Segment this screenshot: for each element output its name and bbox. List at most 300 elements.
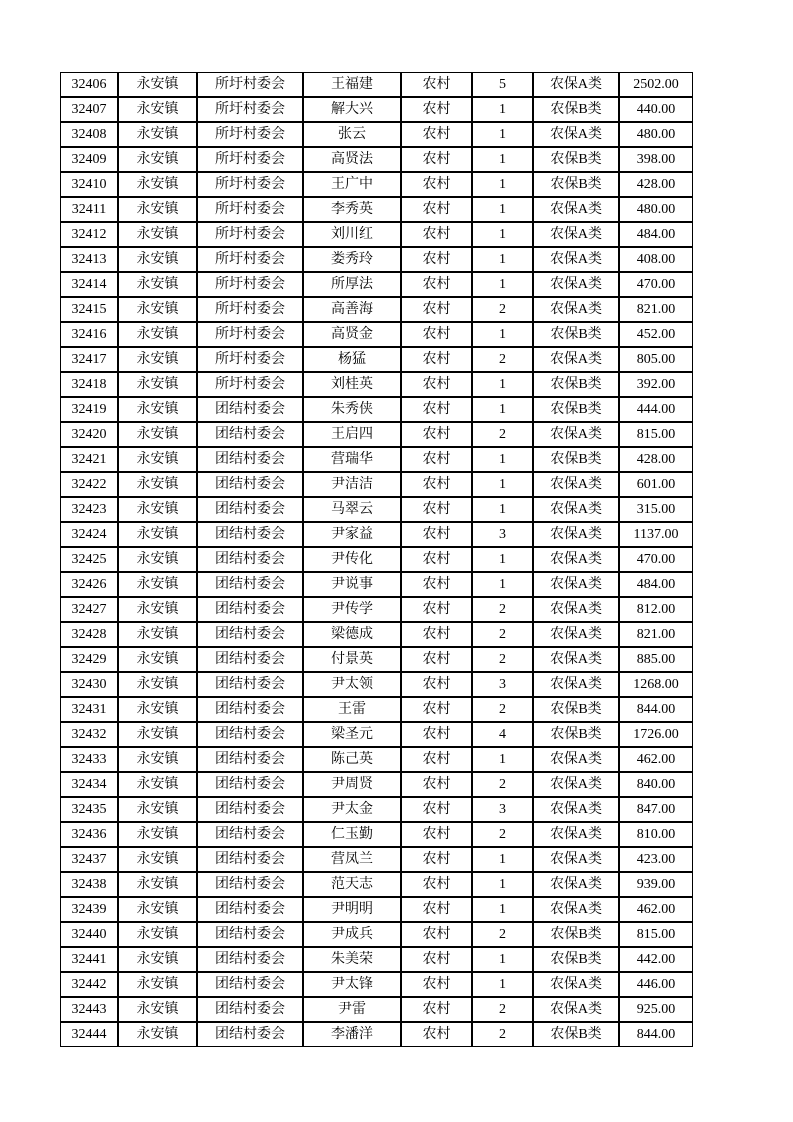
cell-village_committee: 所圩村委会 bbox=[197, 247, 303, 272]
cell-insurance_category: 农保B类 bbox=[533, 147, 619, 172]
cell-town: 永安镇 bbox=[118, 747, 197, 772]
cell-insurance_category: 农保A类 bbox=[533, 122, 619, 147]
cell-town: 永安镇 bbox=[118, 697, 197, 722]
cell-residence_type: 农村 bbox=[401, 547, 472, 572]
table-row bbox=[60, 672, 693, 697]
table-row bbox=[60, 997, 693, 1022]
cell-residence_type: 农村 bbox=[401, 747, 472, 772]
cell-residence_type: 农村 bbox=[401, 622, 472, 647]
cell-town: 永安镇 bbox=[118, 547, 197, 572]
cell-id: 32439 bbox=[60, 897, 118, 922]
cell-person_name: 王福建 bbox=[303, 72, 401, 97]
cell-id: 32424 bbox=[60, 522, 118, 547]
cell-insurance_category: 农保A类 bbox=[533, 997, 619, 1022]
cell-amount: 398.00 bbox=[619, 147, 693, 172]
cell-residence_type: 农村 bbox=[401, 672, 472, 697]
cell-person_count: 1 bbox=[472, 122, 533, 147]
cell-person_count: 1 bbox=[472, 897, 533, 922]
cell-id: 32415 bbox=[60, 297, 118, 322]
cell-town: 永安镇 bbox=[118, 772, 197, 797]
cell-town: 永安镇 bbox=[118, 97, 197, 122]
cell-town: 永安镇 bbox=[118, 647, 197, 672]
cell-amount: 446.00 bbox=[619, 972, 693, 997]
cell-village_committee: 所圩村委会 bbox=[197, 147, 303, 172]
cell-amount: 470.00 bbox=[619, 272, 693, 297]
cell-town: 永安镇 bbox=[118, 597, 197, 622]
table-row bbox=[60, 697, 693, 722]
cell-town: 永安镇 bbox=[118, 222, 197, 247]
cell-residence_type: 农村 bbox=[401, 922, 472, 947]
table-row bbox=[60, 172, 693, 197]
cell-amount: 1137.00 bbox=[619, 522, 693, 547]
cell-town: 永安镇 bbox=[118, 72, 197, 97]
cell-residence_type: 农村 bbox=[401, 322, 472, 347]
cell-id: 32420 bbox=[60, 422, 118, 447]
cell-person_name: 高善海 bbox=[303, 297, 401, 322]
cell-town: 永安镇 bbox=[118, 397, 197, 422]
cell-insurance_category: 农保A类 bbox=[533, 897, 619, 922]
table-row bbox=[60, 1022, 693, 1047]
cell-amount: 2502.00 bbox=[619, 72, 693, 97]
table-row bbox=[60, 447, 693, 472]
cell-residence_type: 农村 bbox=[401, 522, 472, 547]
cell-person_name: 高贤法 bbox=[303, 147, 401, 172]
cell-town: 永安镇 bbox=[118, 322, 197, 347]
cell-village_committee: 团结村委会 bbox=[197, 397, 303, 422]
cell-residence_type: 农村 bbox=[401, 97, 472, 122]
cell-amount: 423.00 bbox=[619, 847, 693, 872]
cell-residence_type: 农村 bbox=[401, 422, 472, 447]
cell-person_name: 高贤金 bbox=[303, 322, 401, 347]
cell-village_committee: 所圩村委会 bbox=[197, 172, 303, 197]
cell-amount: 428.00 bbox=[619, 447, 693, 472]
cell-residence_type: 农村 bbox=[401, 797, 472, 822]
cell-person_name: 尹成兵 bbox=[303, 922, 401, 947]
table-row bbox=[60, 222, 693, 247]
cell-residence_type: 农村 bbox=[401, 197, 472, 222]
cell-insurance_category: 农保B类 bbox=[533, 1022, 619, 1047]
cell-person_count: 2 bbox=[472, 697, 533, 722]
cell-id: 32435 bbox=[60, 797, 118, 822]
cell-amount: 462.00 bbox=[619, 897, 693, 922]
cell-residence_type: 农村 bbox=[401, 447, 472, 472]
cell-person_count: 2 bbox=[472, 622, 533, 647]
cell-person_name: 解大兴 bbox=[303, 97, 401, 122]
cell-person_name: 尹太领 bbox=[303, 672, 401, 697]
cell-person_count: 1 bbox=[472, 322, 533, 347]
table-row bbox=[60, 872, 693, 897]
cell-insurance_category: 农保A类 bbox=[533, 522, 619, 547]
table-row bbox=[60, 347, 693, 372]
cell-village_committee: 所圩村委会 bbox=[197, 272, 303, 297]
cell-person_count: 1 bbox=[472, 197, 533, 222]
cell-town: 永安镇 bbox=[118, 797, 197, 822]
table-row bbox=[60, 397, 693, 422]
cell-insurance_category: 农保B类 bbox=[533, 322, 619, 347]
cell-town: 永安镇 bbox=[118, 947, 197, 972]
table-body bbox=[60, 72, 693, 1047]
table-row bbox=[60, 72, 693, 97]
cell-town: 永安镇 bbox=[118, 347, 197, 372]
cell-village_committee: 所圩村委会 bbox=[197, 222, 303, 247]
cell-residence_type: 农村 bbox=[401, 647, 472, 672]
cell-village_committee: 所圩村委会 bbox=[197, 72, 303, 97]
cell-person_count: 1 bbox=[472, 222, 533, 247]
cell-person_count: 2 bbox=[472, 422, 533, 447]
cell-id: 32426 bbox=[60, 572, 118, 597]
cell-residence_type: 农村 bbox=[401, 247, 472, 272]
cell-person_name: 李潘洋 bbox=[303, 1022, 401, 1047]
cell-person_count: 2 bbox=[472, 822, 533, 847]
cell-amount: 844.00 bbox=[619, 1022, 693, 1047]
cell-person_count: 2 bbox=[472, 647, 533, 672]
cell-amount: 462.00 bbox=[619, 747, 693, 772]
cell-person_count: 1 bbox=[472, 572, 533, 597]
cell-id: 32418 bbox=[60, 372, 118, 397]
cell-person_name: 尹周贤 bbox=[303, 772, 401, 797]
table-row bbox=[60, 272, 693, 297]
cell-person_name: 张云 bbox=[303, 122, 401, 147]
cell-town: 永安镇 bbox=[118, 272, 197, 297]
table-row bbox=[60, 147, 693, 172]
cell-residence_type: 农村 bbox=[401, 722, 472, 747]
cell-village_committee: 所圩村委会 bbox=[197, 347, 303, 372]
cell-amount: 885.00 bbox=[619, 647, 693, 672]
cell-residence_type: 农村 bbox=[401, 172, 472, 197]
cell-insurance_category: 农保A类 bbox=[533, 597, 619, 622]
cell-residence_type: 农村 bbox=[401, 497, 472, 522]
cell-town: 永安镇 bbox=[118, 422, 197, 447]
cell-amount: 315.00 bbox=[619, 497, 693, 522]
cell-person_name: 刘桂英 bbox=[303, 372, 401, 397]
cell-amount: 392.00 bbox=[619, 372, 693, 397]
cell-village_committee: 团结村委会 bbox=[197, 822, 303, 847]
cell-id: 32440 bbox=[60, 922, 118, 947]
cell-id: 32408 bbox=[60, 122, 118, 147]
cell-village_committee: 团结村委会 bbox=[197, 572, 303, 597]
cell-amount: 812.00 bbox=[619, 597, 693, 622]
cell-person_count: 2 bbox=[472, 597, 533, 622]
cell-residence_type: 农村 bbox=[401, 872, 472, 897]
cell-id: 32442 bbox=[60, 972, 118, 997]
cell-amount: 484.00 bbox=[619, 222, 693, 247]
cell-id: 32421 bbox=[60, 447, 118, 472]
cell-person_count: 2 bbox=[472, 347, 533, 372]
cell-amount: 925.00 bbox=[619, 997, 693, 1022]
cell-insurance_category: 农保A类 bbox=[533, 547, 619, 572]
cell-village_committee: 所圩村委会 bbox=[197, 322, 303, 347]
cell-person_name: 刘川红 bbox=[303, 222, 401, 247]
cell-amount: 939.00 bbox=[619, 872, 693, 897]
cell-insurance_category: 农保B类 bbox=[533, 172, 619, 197]
cell-insurance_category: 农保B类 bbox=[533, 697, 619, 722]
cell-id: 32411 bbox=[60, 197, 118, 222]
cell-id: 32410 bbox=[60, 172, 118, 197]
table-row bbox=[60, 547, 693, 572]
table-row bbox=[60, 797, 693, 822]
table-row bbox=[60, 822, 693, 847]
cell-village_committee: 团结村委会 bbox=[197, 972, 303, 997]
cell-person_count: 5 bbox=[472, 72, 533, 97]
cell-person_count: 1 bbox=[472, 447, 533, 472]
cell-person_name: 尹雷 bbox=[303, 997, 401, 1022]
cell-residence_type: 农村 bbox=[401, 572, 472, 597]
table-row bbox=[60, 747, 693, 772]
cell-insurance_category: 农保A类 bbox=[533, 72, 619, 97]
cell-town: 永安镇 bbox=[118, 172, 197, 197]
cell-residence_type: 农村 bbox=[401, 972, 472, 997]
cell-person_count: 2 bbox=[472, 297, 533, 322]
cell-person_name: 王广中 bbox=[303, 172, 401, 197]
cell-insurance_category: 农保A类 bbox=[533, 347, 619, 372]
cell-residence_type: 农村 bbox=[401, 272, 472, 297]
table-row bbox=[60, 197, 693, 222]
table-row bbox=[60, 597, 693, 622]
table-row bbox=[60, 372, 693, 397]
cell-id: 32425 bbox=[60, 547, 118, 572]
cell-insurance_category: 农保A类 bbox=[533, 247, 619, 272]
cell-village_committee: 团结村委会 bbox=[197, 772, 303, 797]
cell-insurance_category: 农保A类 bbox=[533, 797, 619, 822]
cell-person_name: 尹太锋 bbox=[303, 972, 401, 997]
cell-amount: 821.00 bbox=[619, 297, 693, 322]
cell-village_committee: 团结村委会 bbox=[197, 722, 303, 747]
cell-person_count: 3 bbox=[472, 672, 533, 697]
cell-person_name: 营瑞华 bbox=[303, 447, 401, 472]
cell-person_count: 1 bbox=[472, 872, 533, 897]
cell-village_committee: 团结村委会 bbox=[197, 672, 303, 697]
cell-person_count: 3 bbox=[472, 522, 533, 547]
cell-residence_type: 农村 bbox=[401, 297, 472, 322]
cell-residence_type: 农村 bbox=[401, 947, 472, 972]
cell-insurance_category: 农保A类 bbox=[533, 872, 619, 897]
cell-residence_type: 农村 bbox=[401, 897, 472, 922]
cell-amount: 444.00 bbox=[619, 397, 693, 422]
cell-residence_type: 农村 bbox=[401, 597, 472, 622]
table-row bbox=[60, 97, 693, 122]
cell-residence_type: 农村 bbox=[401, 147, 472, 172]
table-row bbox=[60, 922, 693, 947]
cell-insurance_category: 农保A类 bbox=[533, 497, 619, 522]
cell-insurance_category: 农保A类 bbox=[533, 222, 619, 247]
table-row bbox=[60, 297, 693, 322]
cell-person_count: 1 bbox=[472, 247, 533, 272]
cell-amount: 847.00 bbox=[619, 797, 693, 822]
cell-person_name: 娄秀玲 bbox=[303, 247, 401, 272]
cell-residence_type: 农村 bbox=[401, 72, 472, 97]
cell-insurance_category: 农保B类 bbox=[533, 947, 619, 972]
table-row bbox=[60, 422, 693, 447]
cell-insurance_category: 农保A类 bbox=[533, 672, 619, 697]
table-row bbox=[60, 122, 693, 147]
cell-town: 永安镇 bbox=[118, 822, 197, 847]
table-row bbox=[60, 472, 693, 497]
cell-village_committee: 团结村委会 bbox=[197, 897, 303, 922]
cell-village_committee: 团结村委会 bbox=[197, 497, 303, 522]
cell-amount: 840.00 bbox=[619, 772, 693, 797]
cell-person_count: 1 bbox=[472, 547, 533, 572]
cell-residence_type: 农村 bbox=[401, 772, 472, 797]
cell-residence_type: 农村 bbox=[401, 372, 472, 397]
cell-id: 32423 bbox=[60, 497, 118, 522]
cell-insurance_category: 农保B类 bbox=[533, 722, 619, 747]
cell-village_committee: 团结村委会 bbox=[197, 997, 303, 1022]
cell-village_committee: 所圩村委会 bbox=[197, 122, 303, 147]
cell-town: 永安镇 bbox=[118, 122, 197, 147]
cell-amount: 480.00 bbox=[619, 122, 693, 147]
cell-person_name: 所厚法 bbox=[303, 272, 401, 297]
cell-village_committee: 团结村委会 bbox=[197, 947, 303, 972]
cell-amount: 844.00 bbox=[619, 697, 693, 722]
cell-amount: 821.00 bbox=[619, 622, 693, 647]
cell-person_name: 付景英 bbox=[303, 647, 401, 672]
cell-id: 32432 bbox=[60, 722, 118, 747]
cell-village_committee: 团结村委会 bbox=[197, 622, 303, 647]
cell-town: 永安镇 bbox=[118, 472, 197, 497]
cell-insurance_category: 农保A类 bbox=[533, 572, 619, 597]
cell-person_count: 1 bbox=[472, 147, 533, 172]
cell-village_committee: 团结村委会 bbox=[197, 847, 303, 872]
cell-amount: 480.00 bbox=[619, 197, 693, 222]
table-row bbox=[60, 522, 693, 547]
cell-person_count: 1 bbox=[472, 972, 533, 997]
cell-person_count: 1 bbox=[472, 397, 533, 422]
cell-person_count: 2 bbox=[472, 997, 533, 1022]
cell-id: 32444 bbox=[60, 1022, 118, 1047]
cell-amount: 810.00 bbox=[619, 822, 693, 847]
cell-insurance_category: 农保B类 bbox=[533, 372, 619, 397]
cell-amount: 805.00 bbox=[619, 347, 693, 372]
cell-town: 永安镇 bbox=[118, 847, 197, 872]
table-row bbox=[60, 322, 693, 347]
cell-village_committee: 所圩村委会 bbox=[197, 297, 303, 322]
cell-town: 永安镇 bbox=[118, 922, 197, 947]
cell-id: 32419 bbox=[60, 397, 118, 422]
cell-person_name: 王启四 bbox=[303, 422, 401, 447]
cell-town: 永安镇 bbox=[118, 497, 197, 522]
cell-town: 永安镇 bbox=[118, 197, 197, 222]
cell-residence_type: 农村 bbox=[401, 122, 472, 147]
cell-person_count: 1 bbox=[472, 372, 533, 397]
cell-village_committee: 团结村委会 bbox=[197, 647, 303, 672]
cell-town: 永安镇 bbox=[118, 447, 197, 472]
table-row bbox=[60, 247, 693, 272]
cell-id: 32427 bbox=[60, 597, 118, 622]
cell-town: 永安镇 bbox=[118, 297, 197, 322]
cell-amount: 408.00 bbox=[619, 247, 693, 272]
cell-person_count: 1 bbox=[472, 97, 533, 122]
table-row bbox=[60, 647, 693, 672]
cell-town: 永安镇 bbox=[118, 147, 197, 172]
cell-village_committee: 团结村委会 bbox=[197, 872, 303, 897]
cell-town: 永安镇 bbox=[118, 897, 197, 922]
cell-id: 32436 bbox=[60, 822, 118, 847]
payment-table bbox=[60, 72, 693, 1047]
table-row bbox=[60, 847, 693, 872]
cell-insurance_category: 农保A类 bbox=[533, 822, 619, 847]
cell-town: 永安镇 bbox=[118, 972, 197, 997]
cell-insurance_category: 农保A类 bbox=[533, 297, 619, 322]
cell-insurance_category: 农保A类 bbox=[533, 422, 619, 447]
cell-id: 32441 bbox=[60, 947, 118, 972]
cell-town: 永安镇 bbox=[118, 247, 197, 272]
cell-amount: 1726.00 bbox=[619, 722, 693, 747]
cell-town: 永安镇 bbox=[118, 722, 197, 747]
cell-insurance_category: 农保A类 bbox=[533, 472, 619, 497]
cell-id: 32409 bbox=[60, 147, 118, 172]
cell-person_name: 尹传学 bbox=[303, 597, 401, 622]
cell-id: 32431 bbox=[60, 697, 118, 722]
cell-residence_type: 农村 bbox=[401, 697, 472, 722]
cell-village_committee: 所圩村委会 bbox=[197, 97, 303, 122]
cell-id: 32413 bbox=[60, 247, 118, 272]
cell-village_committee: 团结村委会 bbox=[197, 597, 303, 622]
cell-insurance_category: 农保A类 bbox=[533, 972, 619, 997]
cell-insurance_category: 农保A类 bbox=[533, 272, 619, 297]
cell-person_name: 尹家益 bbox=[303, 522, 401, 547]
cell-insurance_category: 农保B类 bbox=[533, 447, 619, 472]
cell-amount: 601.00 bbox=[619, 472, 693, 497]
cell-residence_type: 农村 bbox=[401, 1022, 472, 1047]
cell-residence_type: 农村 bbox=[401, 997, 472, 1022]
cell-residence_type: 农村 bbox=[401, 397, 472, 422]
cell-id: 32416 bbox=[60, 322, 118, 347]
cell-person_name: 尹太金 bbox=[303, 797, 401, 822]
cell-insurance_category: 农保A类 bbox=[533, 847, 619, 872]
cell-person_name: 李秀英 bbox=[303, 197, 401, 222]
cell-insurance_category: 农保A类 bbox=[533, 622, 619, 647]
cell-village_committee: 团结村委会 bbox=[197, 747, 303, 772]
cell-id: 32438 bbox=[60, 872, 118, 897]
cell-person_count: 2 bbox=[472, 1022, 533, 1047]
cell-person_count: 1 bbox=[472, 497, 533, 522]
cell-id: 32430 bbox=[60, 672, 118, 697]
cell-id: 32406 bbox=[60, 72, 118, 97]
cell-village_committee: 团结村委会 bbox=[197, 447, 303, 472]
table-row bbox=[60, 497, 693, 522]
cell-id: 32422 bbox=[60, 472, 118, 497]
cell-residence_type: 农村 bbox=[401, 847, 472, 872]
cell-id: 32417 bbox=[60, 347, 118, 372]
cell-person_name: 尹说事 bbox=[303, 572, 401, 597]
cell-town: 永安镇 bbox=[118, 572, 197, 597]
cell-person_name: 尹明明 bbox=[303, 897, 401, 922]
cell-person_name: 梁德成 bbox=[303, 622, 401, 647]
cell-residence_type: 农村 bbox=[401, 822, 472, 847]
cell-insurance_category: 农保A类 bbox=[533, 772, 619, 797]
cell-amount: 470.00 bbox=[619, 547, 693, 572]
cell-insurance_category: 农保A类 bbox=[533, 197, 619, 222]
cell-village_committee: 团结村委会 bbox=[197, 922, 303, 947]
cell-amount: 428.00 bbox=[619, 172, 693, 197]
cell-village_committee: 团结村委会 bbox=[197, 422, 303, 447]
cell-town: 永安镇 bbox=[118, 372, 197, 397]
cell-residence_type: 农村 bbox=[401, 472, 472, 497]
table-row bbox=[60, 947, 693, 972]
table-row bbox=[60, 897, 693, 922]
cell-amount: 442.00 bbox=[619, 947, 693, 972]
cell-amount: 440.00 bbox=[619, 97, 693, 122]
cell-person_count: 3 bbox=[472, 797, 533, 822]
table-row bbox=[60, 722, 693, 747]
cell-amount: 815.00 bbox=[619, 922, 693, 947]
cell-person_name: 王雷 bbox=[303, 697, 401, 722]
cell-id: 32407 bbox=[60, 97, 118, 122]
cell-person_name: 尹洁洁 bbox=[303, 472, 401, 497]
cell-person_name: 马翠云 bbox=[303, 497, 401, 522]
table-row bbox=[60, 572, 693, 597]
table-row bbox=[60, 622, 693, 647]
